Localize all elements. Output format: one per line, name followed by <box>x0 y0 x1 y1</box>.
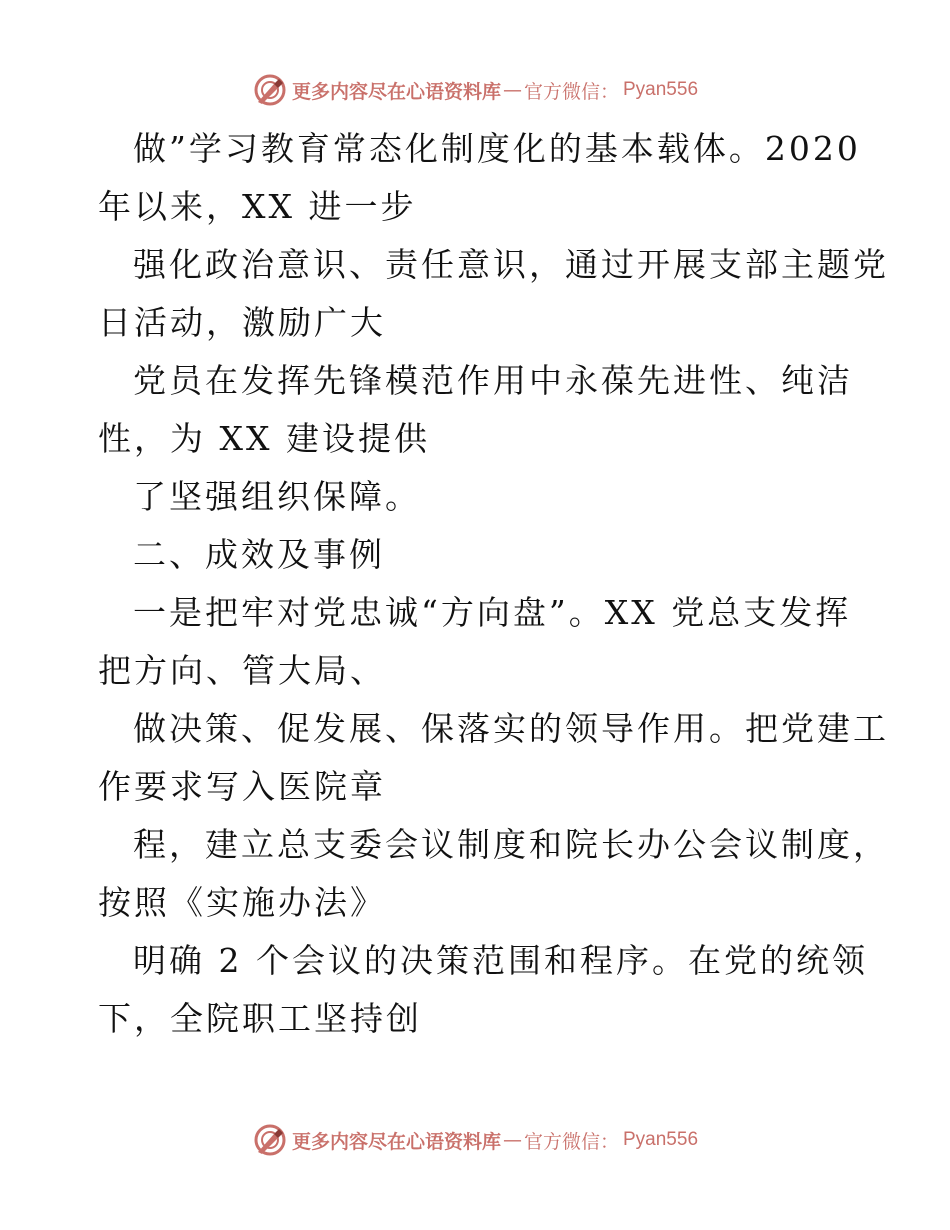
watermark-footer <box>0 1122 950 1158</box>
watermark-wechat-label: 官方微信： <box>523 1130 619 1153</box>
text-line: 下，全院职工坚持创 <box>98 999 422 1038</box>
pen-logo-icon <box>252 1122 288 1158</box>
pen-logo-icon <box>252 72 288 108</box>
text-line: 日活动，激励广大 <box>98 303 386 342</box>
text-line: 性，为 XX 建设提供 <box>98 419 430 458</box>
watermark-wechat-label: 官方微信： <box>523 80 619 103</box>
text-line: 做”学习教育常态化制度化的基本载体。2020 <box>133 129 861 168</box>
text-line: 把方向、管大局、 <box>98 651 386 690</box>
section-heading: 二、成效及事例 <box>133 535 385 574</box>
text-line: 程，建立总支委会议制度和院长办公会议制度， <box>133 825 889 864</box>
text-line: 按照《实施办法》 <box>98 883 386 922</box>
watermark-separator: — <box>502 1129 522 1151</box>
text-line: 一是把牢对党忠诚“方向盘”。XX 党总支发挥 <box>133 593 852 632</box>
watermark-wechat-handle: Pyan556 <box>623 79 699 100</box>
text-line: 年以来，XX 进一步 <box>98 187 417 226</box>
watermark-library-text: 更多内容尽在心语资料库 <box>291 1130 501 1153</box>
text-line: 做决策、促发展、保落实的领导作用。把党建工 <box>133 709 889 748</box>
watermark-header <box>0 72 950 108</box>
text-line: 了坚强组织保障。 <box>133 477 421 516</box>
watermark-separator: — <box>502 79 522 101</box>
watermark-library-text: 更多内容尽在心语资料库 <box>291 80 501 103</box>
text-line: 明确 2 个会议的决策范围和程序。在党的统领 <box>133 941 868 980</box>
text-line: 作要求写入医院章 <box>98 767 386 806</box>
text-line: 党员在发挥先锋模范作用中永葆先进性、纯洁 <box>133 361 853 400</box>
watermark-wechat-handle: Pyan556 <box>623 1129 699 1150</box>
text-line: 强化政治意识、责任意识，通过开展支部主题党 <box>133 245 889 284</box>
